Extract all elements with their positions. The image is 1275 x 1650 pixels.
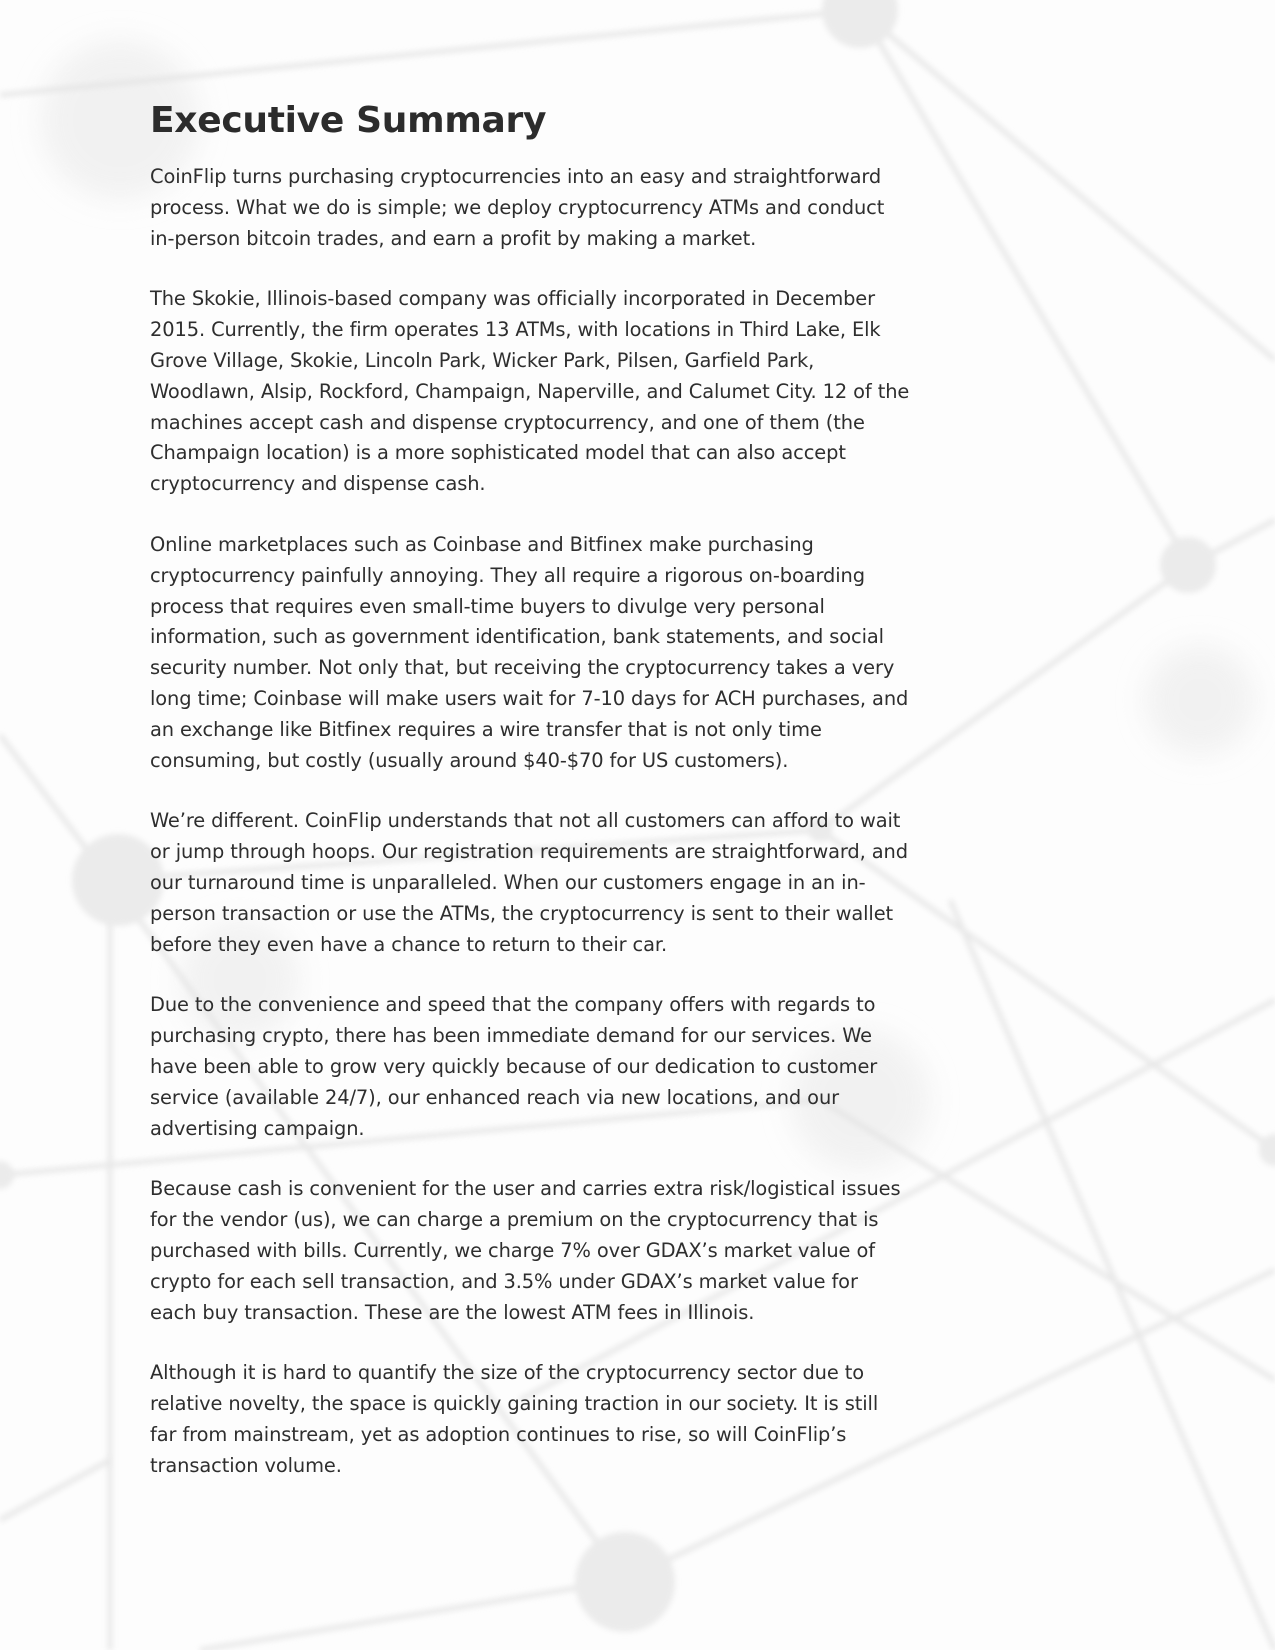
paragraph-market-outlook: Although it is hard to quantify the size of the cryptocurrency sector due to relative novelty, the space is quickly gaining traction in our society. It is still far from mainstream, yet as adoption continues to rise, so will CoinFlip’s transaction volume. bbox=[150, 1361, 879, 1477]
paragraph-company-locations: The Skokie, Illinois-based company was officially incorporated in December 2015. Currently, the firm operates 13 ATMs, with locations in Third Lake, Elk Grove Village, Skokie, Lincoln Park, Wicker Park, Pilsen, Garfield Park, Woodlawn, Alsip, Rockford, Champaign, Naperville, and Calumet City. 12 of the machines accept cash and dispense cryptocurrency, and one of them (the Champaign location) is a more sophisticated model that can also accept cryptocurrency and dispense cash. bbox=[150, 287, 910, 496]
paragraph-demand-growth: Due to the convenience and speed that the company offers with regards to purchasing crypto, there has been immediate demand for our services. We have been able to grow very quickly because of our dedication to customer service (available 24/7), our enhanced reach via new locations, and our advertising campaign. bbox=[150, 993, 878, 1140]
page-title: Executive Summary bbox=[150, 100, 547, 141]
paragraph-differentiation: We’re different. CoinFlip understands that not all customers can afford to wait or jump through hoops. Our registration requirements are straightforward, and our turnaround time is unparalleled. When our customers engage in an in-person transaction or use the ATMs, the cryptocurrency is sent to their wallet before they even have a chance to return to their car. bbox=[150, 809, 908, 956]
paragraph-online-marketplaces: Online marketplaces such as Coinbase and Bitfinex make purchasing cryptocurrency painfully annoying. They all require a rigorous on-boarding process that requires even small-time buyers to divulge very personal information, such as government identification, bank statements, and social security number. Not only that, but receiving the cryptocurrency takes a very long time; Coinbase will make users wait for 7-10 days for ACH purchases, and an exchange like Bitfinex requires a wire transfer that is not only time consuming, but costly (usually around $40-$70 for US customers). bbox=[150, 532, 909, 772]
executive-summary-section bbox=[150, 96, 910, 1511]
paragraph-intro: CoinFlip turns purchasing cryptocurrencies into an easy and straightforward process. What we do is simple; we deploy cryptocurrency ATMs and conduct in-person bitcoin trades, and earn a profit by making a market. bbox=[150, 165, 885, 250]
paragraph-pricing: Because cash is convenient for the user and carries extra risk/logistical issues for the vendor (us), we can charge a premium on the cryptocurrency that is purchased with bills. Currently, we charge 7% over GDAX’s market value of crypto for each sell transaction, and 3.5% under GDAX’s market value for each buy transaction. These are the lowest ATM fees in Illinois. bbox=[150, 1177, 901, 1324]
